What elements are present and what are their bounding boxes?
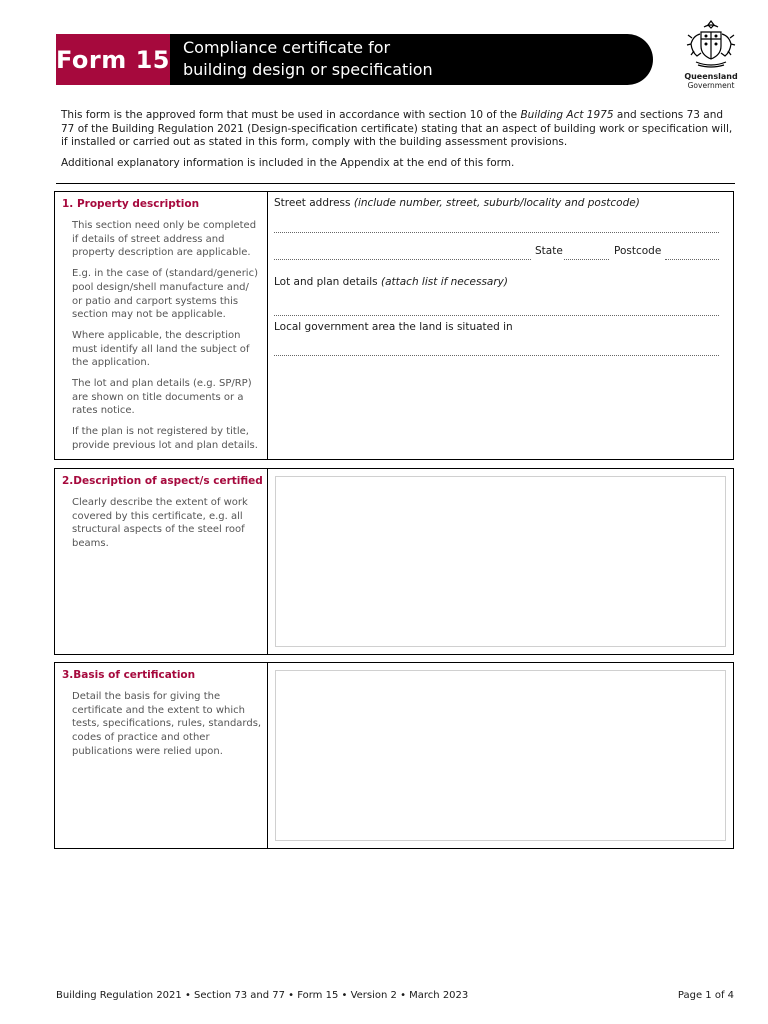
- lot-plan-label-text: Lot and plan details: [274, 276, 381, 288]
- section3-guidance-column: [55, 663, 268, 848]
- section1-note: The lot and plan details (e.g. SP/RP) are shown on title documents or a rates notice.: [72, 378, 252, 417]
- street-address-line2-field[interactable]: [274, 259, 531, 260]
- form-number-badge: Form 15: [56, 34, 170, 85]
- intro-paragraph-1: [61, 109, 733, 150]
- local-government-area-label: Local government area the land is situated in: [274, 321, 513, 333]
- basis-of-certification-textbox[interactable]: [275, 670, 726, 841]
- section-property-description: [54, 191, 734, 460]
- form-title-line1: Compliance certificate for: [183, 38, 391, 57]
- section2-notes: [72, 496, 262, 558]
- section1-note: Where applicable, the description must identify all land the subject of the application.: [72, 329, 250, 369]
- section-aspects-certified: [54, 468, 734, 655]
- postcode-field[interactable]: [665, 259, 719, 260]
- section3-notes: [72, 690, 262, 766]
- section2-guidance-column: [55, 469, 268, 654]
- brand-line1: Queensland: [684, 72, 738, 81]
- street-address-line1-field[interactable]: [274, 232, 719, 233]
- form-title: [183, 37, 433, 81]
- section3-note: Detail the basis for giving the certificate and the extent to which tests, specifications, rules, standards, codes of practice and other publications were relied upon.: [72, 691, 262, 757]
- state-label: State: [535, 245, 563, 257]
- aspects-certified-textbox[interactable]: [275, 476, 726, 647]
- section1-guidance-column: [55, 192, 268, 459]
- act-name: Building Act 1975: [520, 109, 614, 121]
- queensland-government-logo: [680, 18, 742, 94]
- intro-paragraph-1-start: This form is the approved form that must be used in accordance with section 10 of the: [61, 109, 521, 121]
- street-address-label: [274, 197, 640, 210]
- header-divider: [56, 183, 735, 184]
- state-field[interactable]: [564, 259, 609, 260]
- postcode-label: Postcode: [614, 245, 662, 257]
- lot-plan-field[interactable]: [274, 315, 719, 316]
- section1-note: This section need only be completed if details of street address and property description are applicable.: [72, 220, 257, 259]
- coat-of-arms-icon: [686, 18, 736, 70]
- footer-document-info: Building Regulation 2021 • Section 73 and 77 • Form 15 • Version 2 • March 2023: [56, 990, 469, 1001]
- section1-fields-column: [267, 192, 733, 459]
- form-header: [56, 34, 653, 85]
- section3-title: 3.Basis of certification: [62, 669, 196, 681]
- intro-paragraph-2: Additional explanatory information is included in the Appendix at the end of this form.: [61, 156, 515, 169]
- footer-page-number: Page 1 of 4: [677, 990, 734, 1001]
- section2-note: Clearly describe the extent of work covered by this certificate, e.g. all structural aspects of the steel roof beams.: [72, 497, 248, 550]
- section1-note: E.g. in the case of (standard/generic) pool design/shell manufacture and/ or patio and carport systems this section may not be applicable.: [72, 268, 258, 321]
- section3-input-column: [267, 663, 733, 848]
- section2-title: 2.Description of aspect/s certified: [62, 475, 263, 487]
- street-address-label-text: Street address: [274, 197, 354, 209]
- brand-line2: Government: [687, 81, 735, 90]
- intro-text: [61, 109, 733, 177]
- street-address-hint: (include number, street, suburb/locality and postcode): [353, 197, 640, 209]
- form-title-line2: building design or specification: [183, 60, 433, 79]
- section1-notes: [72, 219, 262, 460]
- section2-input-column: [267, 469, 733, 654]
- local-government-area-field[interactable]: [274, 355, 719, 356]
- section-basis-of-certification: [54, 662, 734, 849]
- section1-note: If the plan is not registered by title, provide previous lot and plan details.: [72, 426, 258, 451]
- lot-plan-hint: (attach list if necessary): [380, 276, 508, 288]
- lot-plan-label: [274, 276, 508, 289]
- intro-paragraph-1-end: and sections 73 and 77 of the Building Regulation 2021 (Design-specification certificate) stating that an aspect of building work or specification will, if installed or carried out as stated in this form, comply with the building assessment provisions.: [61, 109, 733, 148]
- section1-title: 1. Property description: [62, 198, 200, 210]
